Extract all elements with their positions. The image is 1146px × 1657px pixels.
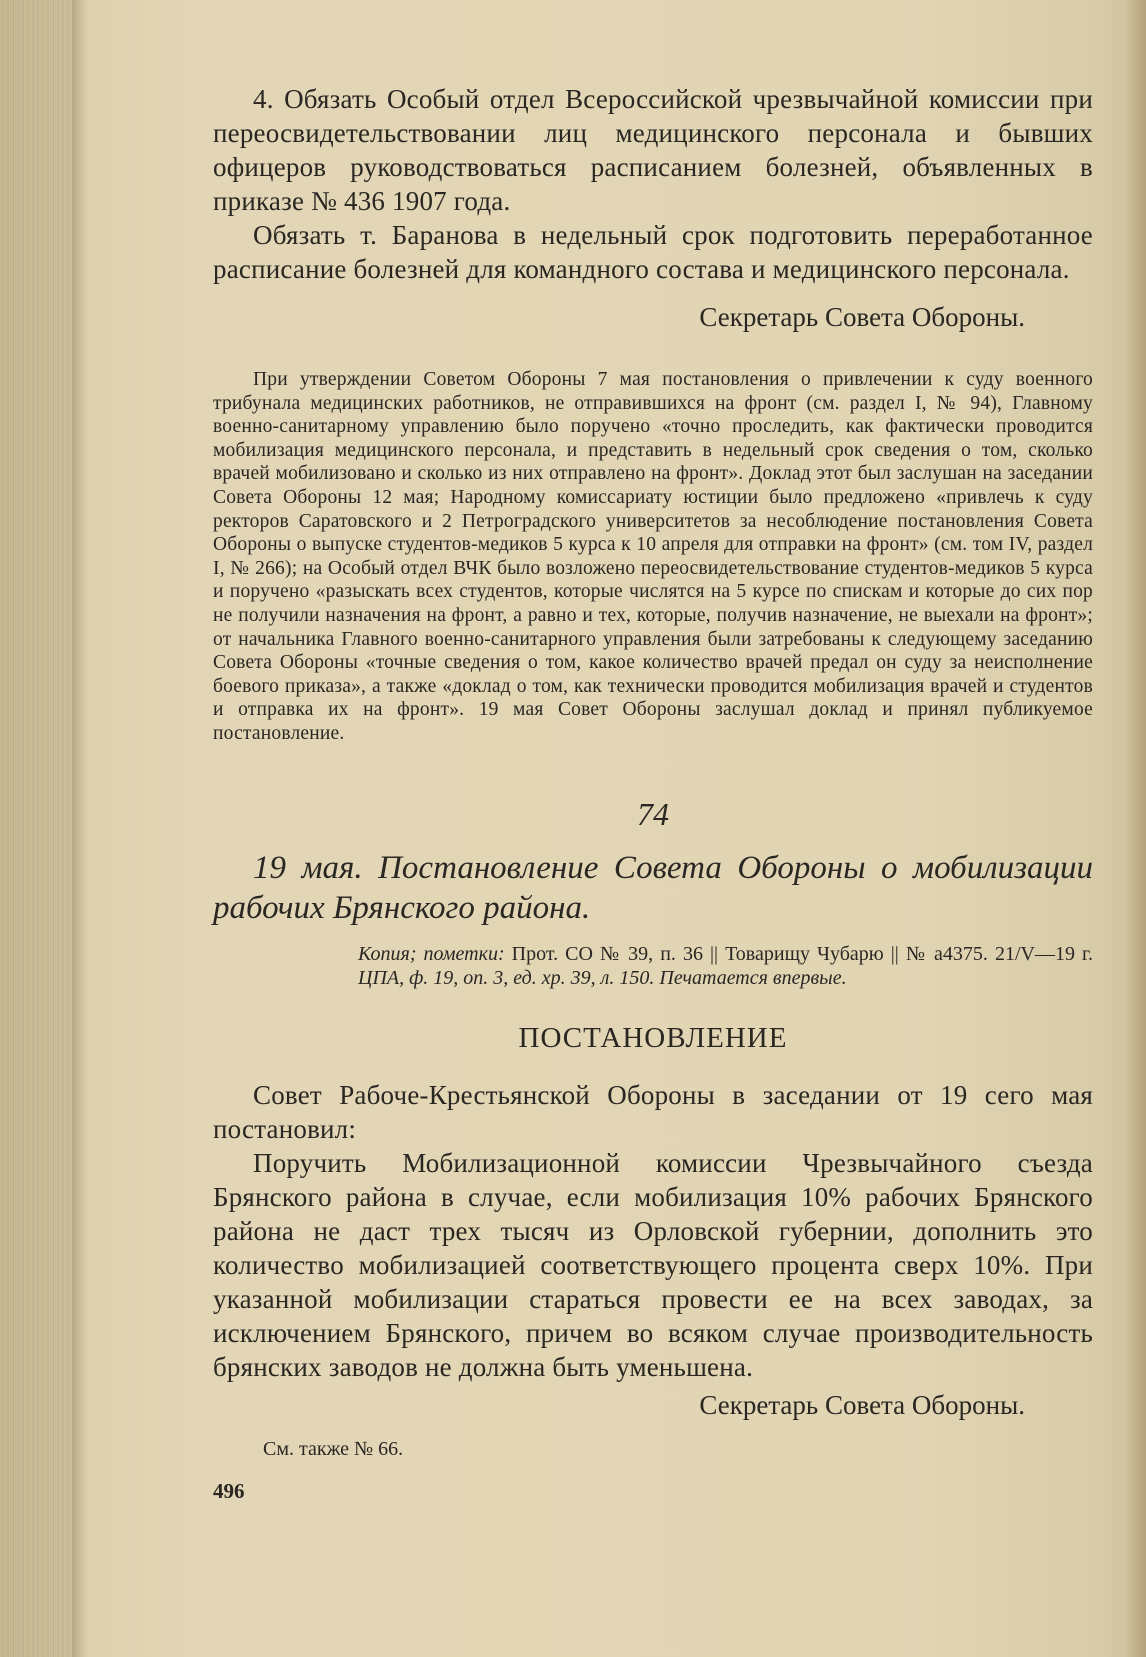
- resolution-point-4: 4. Обязать Особый отдел Всероссийской чрезвычайной комиссии при переосвидетельствовании лиц медицинского персонала и бывших офицеров руководствоваться расписанием болезней, объявленных в приказе № 436 1907 года.: [213, 84, 1093, 216]
- see-also: См. также № 66.: [263, 1437, 404, 1460]
- page-stack-edges: [0, 0, 72, 1657]
- resolution-body: Поручить Мобилизационной комиссии Чрезвычайного съезда Брянского района в случае, если мобилизация 10% рабочих Брянского района не даст трех тысяч из Орловской губернии, дополнить это количество мобилизацией соответствующего процента сверх 10%. При указанной мобилизации стараться провести ее на всех заводах, за исключением Брянского, причем во всяком случае производительность брянских заводов не должна быть уменьшена.: [213, 1147, 1093, 1382]
- resolution-paragraph: Обязать т. Баранова в недельный срок подготовить переработанное расписание болезней для командного состава и медицинского персонала.: [213, 220, 1093, 284]
- gutter-shadow: [72, 0, 88, 1657]
- source-label: Копия; пометки:: [358, 942, 505, 965]
- document-number: 74: [637, 795, 669, 832]
- page-right-edge: [1126, 0, 1146, 1657]
- document-signature: Секретарь Совета Обороны.: [699, 1389, 1025, 1420]
- document-title: 19 мая. Постановление Совета Обороны о мобилизации рабочих Брянского района.: [213, 849, 1093, 926]
- archive-reference: ЦПА, ф. 19, оп. 3, ед. хр. 39, л. 150.: [358, 966, 655, 989]
- page-number: 496: [213, 1478, 245, 1503]
- source-note: [358, 942, 1093, 990]
- secretary-signature: Секретарь Совета Обороны.: [699, 302, 1025, 332]
- publication-note: Печатается впервые.: [659, 966, 847, 989]
- text-block: [213, 82, 1093, 1504]
- resolution-heading: ПОСТАНОВЛЕНИЕ: [518, 1021, 788, 1054]
- source-text: Прот. СО № 39, п. 36 || Товарищу Чубарю || № а4375. 21/V—19 г.: [511, 942, 1093, 965]
- resolution-intro: Совет Рабоче-Крестьянской Обороны в заседании от 19 сего мая постановил:: [213, 1079, 1093, 1144]
- editorial-note: При утверждении Советом Обороны 7 мая постановления о привлечении к суду военного трибунала медицинских работников, не отправившихся на фронт (см. раздел I, № 94), Главному военно-санитарному управлению было поручено «точно проследить, как фактически проводится мобилизация медицинского персонала, и представить в недельный срок сведения о том, сколько врачей мобилизовано и сколько из них отправлено на фронт». Доклад этот был заслушан на заседании Совета Обороны 12 мая; Народному комиссариату юстиции было предложено «привлечь к суду ректоров Саратовского и 2 Петроградского университетов за несоблюдение постановления Совета Обороны о выпуске студентов-медиков 5 курса к 10 апреля для отправки на фронт» (см. том IV, раздел I, № 266); на Особый отдел ВЧК было возложено переосвидетельствование студентов-медиков 5 курса и поручено «разыскать всех студентов, которые числятся на 5 курсе по спискам и которые до сих пор не получили назначения на фронт, а равно и тех, которые, получив назначение, не выехали на фронт»; от начальника Главного военно-санитарного управления были затребованы к следующему заседанию Совета Обороны «точные сведения о том, какое количество врачей предал он суду за неисполнение боевого приказа», а также «доклад о том, как технически проводится мобилизация врачей и студентов и отправка их на фронт». 19 мая Совет Обороны заслушал доклад и принял публикуемое постановление.: [213, 369, 1093, 744]
